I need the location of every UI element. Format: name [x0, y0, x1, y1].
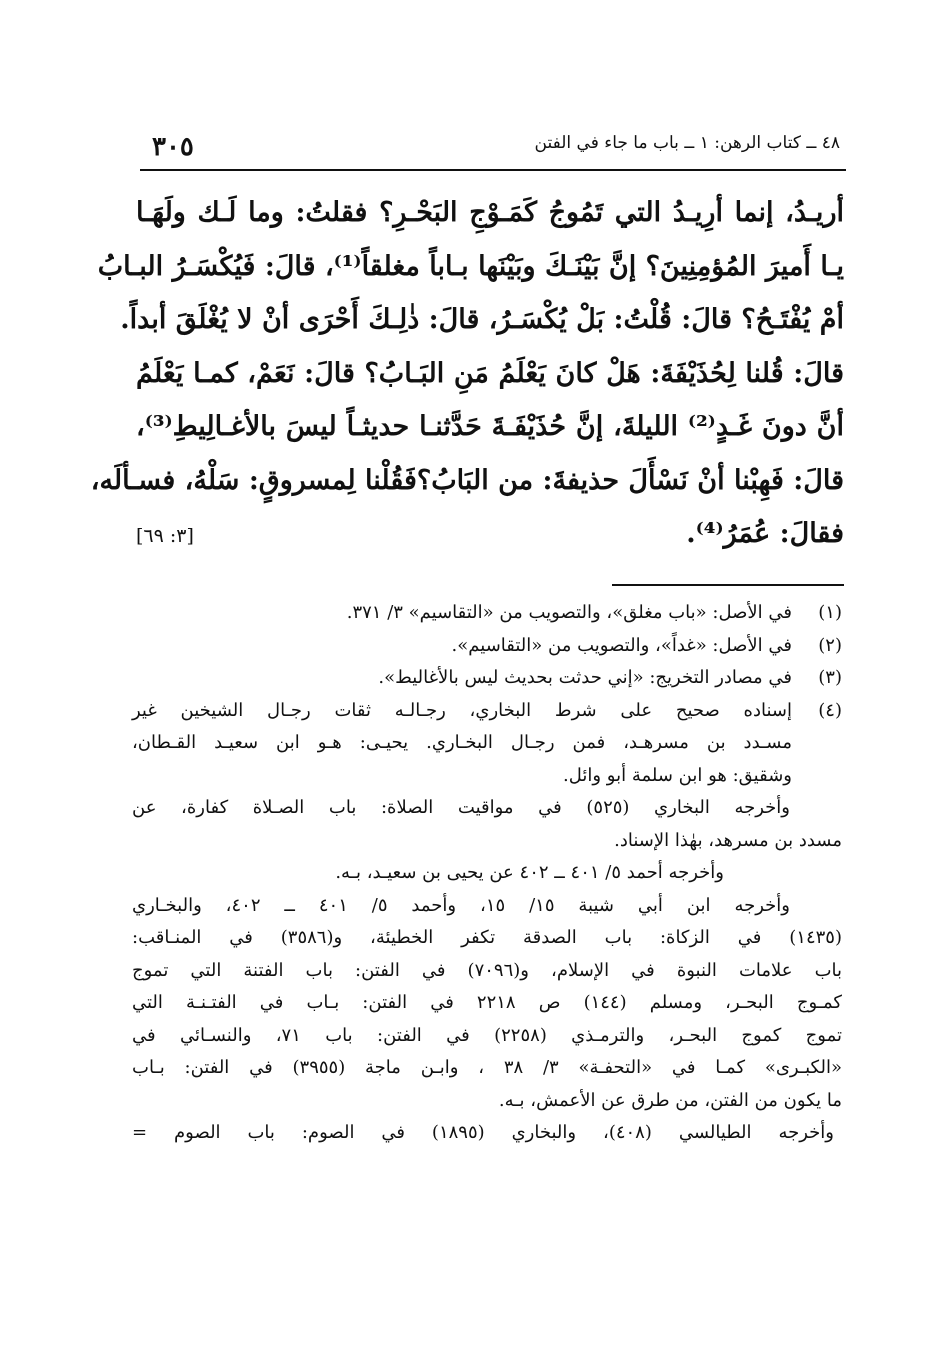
- main-text-line: أنَّ دونَ غَـدٍ⁽²⁾ الليلةَ، إنَّ حُذَيْفَـةَ حَدَّثنـا حديثـاً ليسَ بالأغـالِيطِ⁽³⁾،: [136, 411, 844, 442]
- main-text-line: قالَ: قُلنا لِحُذَيْفَةَ: هَلْ كانَ يَعْلَمُ مَنِ البَـابُ؟ قالَ: نَعَمْ، كمـا يَعْلَمُ: [136, 357, 844, 389]
- footnote-text: إسناده صحيح على شرط البخاري، رجـالـه ثقات رجـال الشيخين غير: [132, 699, 792, 721]
- source-reference: [٣: ٦٩]: [136, 525, 194, 547]
- footnote-continuation-line: باب علامات النبوة في الإسلام، و(٧٠٩٦) في الفتن: باب الفتنة التي تموج: [132, 959, 843, 981]
- footnote-number: (١): [818, 602, 842, 623]
- footnote-continuation-line: «الكبـرى» كمـا في «التحفـة» ٣/ ٣٨ ، وابـن ماجة (٣٩٥٥) في الفتن: بـاب: [132, 1057, 843, 1078]
- footnote: [132, 597, 842, 630]
- main-text-last-line: [136, 507, 844, 564]
- main-text-line: أريـدُ، إنما أرِيـدُ التي تَمُوجُ كَمَـوْجِ البَحْـرِ؟ فقلتُ: وما لَـك ولَهَـا: [136, 197, 844, 228]
- footnote-text: وشقيق: هو ابن سلمة أبو وائل.: [563, 764, 792, 786]
- footnote-text: في الأصل: «باب مغلق»، والتصويب من «التقاسيم» ٣/ ٣٧١.: [346, 602, 792, 623]
- footnote-separator: [612, 584, 844, 586]
- footnote-continuation-line: كمـوج البحـر، ومسلم (١٤٤) ص ٢٢١٨ في الفتن: بـاب في الفتـنـة التي: [132, 992, 842, 1013]
- footnote: [132, 695, 842, 793]
- header-divider: [140, 169, 846, 171]
- footnote-continuation-line: وأخرجه البخاري (٥٢٥) في مواقيت الصلاة: باب الصـلاة كفارة، عن: [132, 797, 790, 818]
- footnote-number: (٢): [818, 634, 842, 656]
- main-text-line: قالَ: فَهِبْنا أنْ نَسْأَلَ حذيفةَ: من البَابُ؟فَقُلْنا لِمسروقٍ: سَلْهُ، فسـألَه،: [90, 464, 844, 496]
- footnote-number: (٣): [818, 667, 842, 688]
- footnote-continuation-line: تموج كموج البحـر، والترمـذي (٢٢٥٨) في الفتن: باب ٧١، والنسـائي في: [132, 1024, 842, 1046]
- footnote-text: في الأصل: «غداً»، والتصويب من «التقاسيم».: [451, 634, 792, 656]
- footnote-number: (٤): [818, 699, 842, 721]
- footnote-continuation-line: (١٤٣٥) في الزكاة: باب الصدقة تكفر الخطيئة، و(٣٥٨٦) في المنـاقب:: [132, 927, 842, 948]
- main-text-line: يـا أَميرَ المُؤمِنِينَ؟ إنَّ بَيْنَـكَ وبَيْنَها بـاباً مغلقاً⁽¹⁾، قالَ: فَيُكْسَـرُ البـابُ: [97, 250, 844, 282]
- footnote-continuation-line: ما يكون من الفتن، من طرق عن الأعمش، بـه.: [498, 1089, 842, 1111]
- footnotes: [132, 597, 842, 1150]
- footnote: [132, 662, 842, 695]
- running-title: ٤٨ ــ كتاب الرهن: ١ ــ باب ما جاء في الفتن: [534, 133, 840, 153]
- page-number: ٣٠٥: [152, 132, 194, 162]
- footnote-continuation-line: وأخرجه ابن أبي شيبة ١٥/ ١٥، وأحمد ٥/ ٤٠١ ــ ٤٠٢، والبخـاري: [132, 894, 790, 916]
- footnote: [132, 630, 842, 663]
- footnote-continuation-line: مسدد بن مسرهد، بهٰذا الإسناد.: [614, 829, 842, 851]
- main-text-closing: فقالَ: عُمَرُ⁽⁴⁾.: [686, 518, 844, 549]
- footnote-continuation-line: وأخرجه أحمد ٥/ ٤٠١ ــ ٤٠٢ عن يحيى بن سعيـد، بـه.: [335, 862, 724, 883]
- main-text-line: أمْ يُفْتَـحُ؟ قالَ: قُلْتُ: بَلْ يُكْسَـرُ، قالَ: ذٰلِـكَ أَحْرَى أنْ لا يُغْلَقَ أبداً.: [120, 304, 844, 335]
- footnote-text: في مصادر التخريج: «إني حدثت بحديث ليس بالأغاليط».: [378, 667, 792, 688]
- footnote-continuation-line: وأخرجه الطيالسي (٤٠٨)، والبخاري (١٨٩٥) في الصوم: باب الصوم =: [132, 1122, 834, 1143]
- footnote-text: مسـدد بن مسرهـد، فمن رجـال البخـاري. يحيـى: هـو ابن سعيـد القـطان،: [132, 732, 792, 753]
- main-text: [90, 186, 844, 564]
